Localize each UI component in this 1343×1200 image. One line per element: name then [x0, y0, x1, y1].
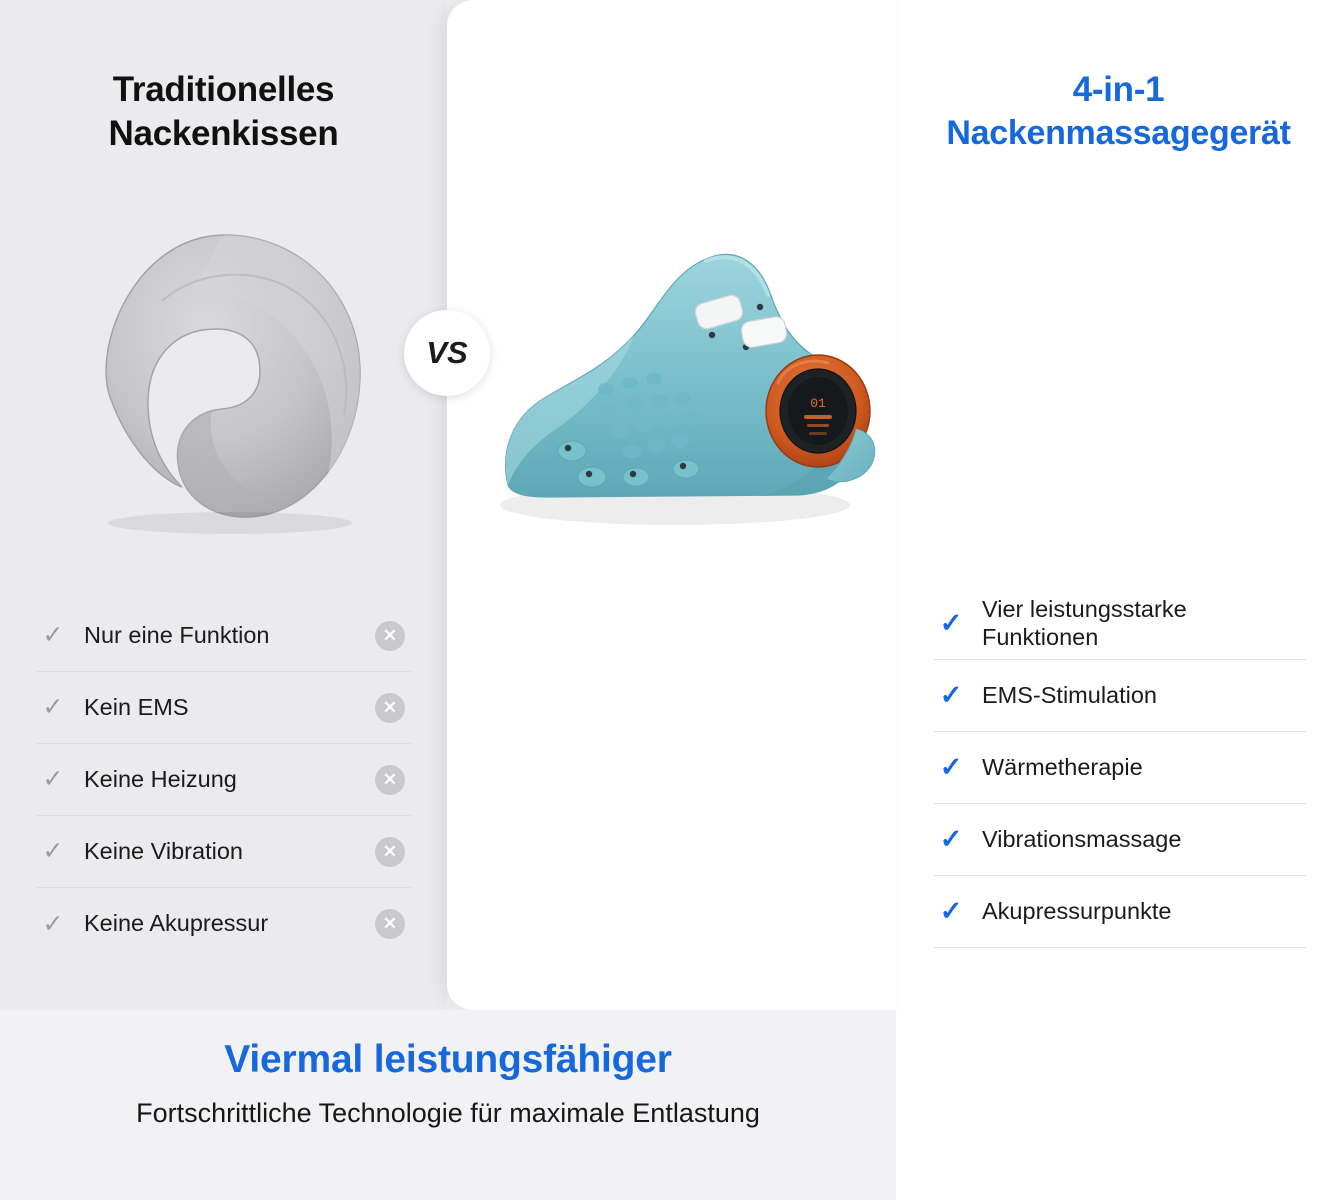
list-item	[36, 600, 411, 672]
feature-label: Akupressurpunkte	[982, 897, 1172, 924]
check-icon: ✓	[939, 752, 963, 782]
feature-label: Vibrationsmassage	[982, 825, 1182, 852]
check-icon: ✓	[42, 621, 64, 649]
check-icon: ✓	[42, 765, 64, 793]
cross-icon: ✕	[375, 837, 405, 867]
neck-massager-image	[460, 215, 885, 545]
feature-label: Keine Akupressur	[84, 910, 269, 937]
check-icon: ✓	[939, 896, 963, 926]
neck-massager-icon	[460, 215, 885, 545]
list-item	[934, 660, 1306, 732]
check-icon: ✓	[939, 680, 963, 710]
check-icon: ✓	[939, 824, 963, 854]
feature-label: Kein EMS	[84, 693, 189, 720]
right-title	[894, 68, 1343, 154]
right-feature-list	[934, 588, 1306, 948]
list-item	[934, 732, 1306, 804]
cross-icon: ✕	[375, 909, 405, 939]
footer-subtitle: Fortschrittliche Technologie für maximale Entlastung	[136, 1098, 760, 1128]
check-icon: ✓	[42, 837, 64, 865]
check-icon: ✓	[939, 608, 963, 638]
list-item	[934, 804, 1306, 876]
left-column	[0, 0, 447, 1010]
cross-icon: ✕	[375, 621, 405, 651]
vs-badge: VS	[404, 310, 490, 396]
traditional-pillow-image	[30, 215, 420, 545]
right-title-line1: 4-in-1	[1072, 70, 1165, 109]
list-item	[36, 744, 411, 816]
feature-label: Vier leistungsstarke Funktionen	[982, 595, 1187, 650]
right-title-line2: Nackenmassagegerät	[946, 113, 1291, 152]
list-item	[36, 888, 411, 960]
feature-label: EMS-Stimulation	[982, 681, 1157, 708]
left-title-line2: Nackenkissen	[108, 113, 339, 153]
footer-banner	[0, 1010, 896, 1200]
cross-icon: ✕	[375, 765, 405, 795]
list-item	[934, 876, 1306, 948]
u-shaped-pillow-icon	[70, 225, 380, 535]
footer-title: Viermal leistungsfähiger	[224, 1038, 672, 1081]
list-item	[36, 672, 411, 744]
cross-icon: ✕	[375, 693, 405, 723]
list-item	[934, 588, 1306, 660]
check-icon: ✓	[42, 909, 64, 938]
left-title-line1: Traditionelles	[112, 70, 335, 109]
feature-label: Wärmetherapie	[982, 753, 1143, 780]
check-icon: ✓	[42, 693, 64, 721]
svg-text:01: 01	[810, 396, 826, 411]
left-title	[0, 68, 447, 156]
list-item	[36, 816, 411, 888]
feature-label: Nur eine Funktion	[84, 621, 270, 648]
feature-label: Keine Heizung	[84, 765, 237, 792]
feature-label: Keine Vibration	[84, 837, 243, 864]
left-feature-list	[36, 600, 411, 960]
